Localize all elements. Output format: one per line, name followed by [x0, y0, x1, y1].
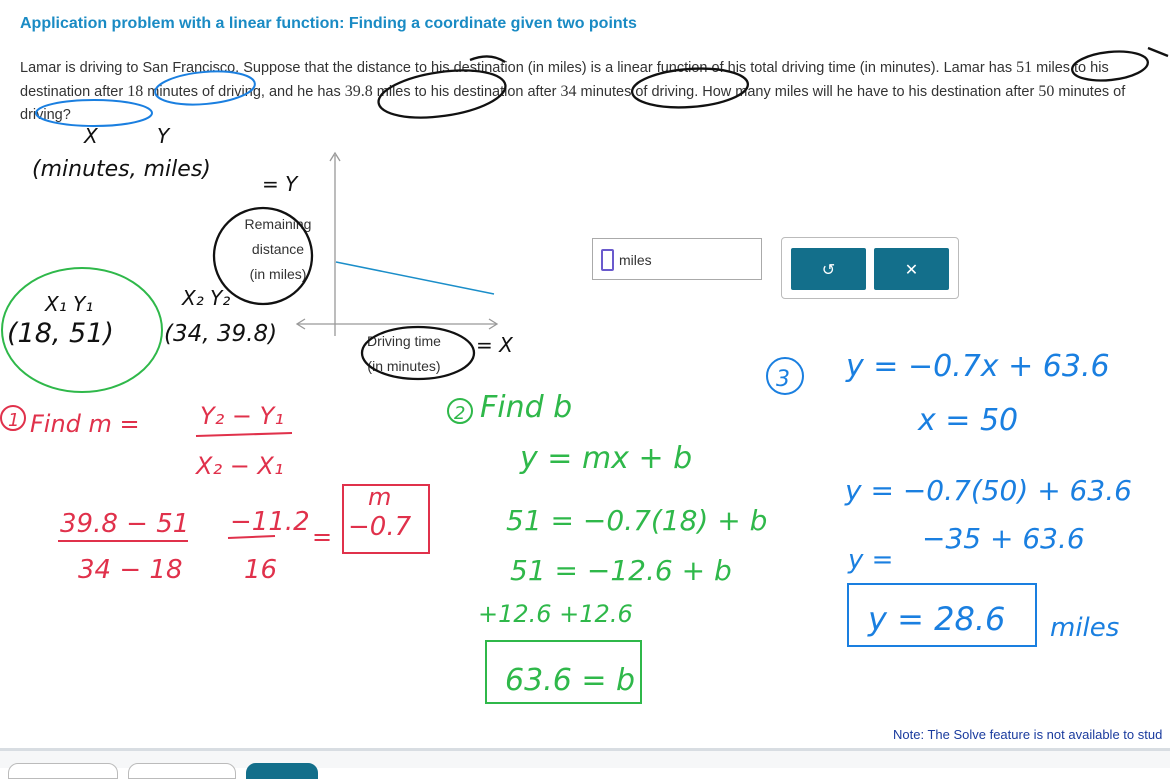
x2y2-label: X₂ Y₂: [182, 286, 231, 310]
answer-box-ink: [848, 584, 1036, 646]
point1-label: (18, 51): [7, 318, 114, 349]
solution-line1: y = −0.7x + 63.6: [846, 349, 1110, 384]
calc2-denominator: 16: [244, 555, 278, 585]
solution-line4: −35 + 63.6: [922, 522, 1085, 555]
answer-input[interactable]: [601, 249, 614, 271]
answer-box: [592, 238, 762, 280]
b-box: [486, 641, 641, 703]
slope-denominator: X₂ − X₁: [196, 452, 284, 480]
undo-icon: ↺: [821, 259, 836, 279]
eq-y-label: = Y: [262, 172, 298, 196]
svg-text:=: =: [312, 523, 333, 551]
clear-button[interactable]: [874, 248, 949, 290]
svg-text:3: 3: [776, 367, 790, 392]
bottom-toolbar: [0, 748, 1170, 768]
y-axis-label: Remaining distance (in miles): [244, 216, 312, 282]
b-step3: 51 = −12.6 + b: [510, 554, 732, 587]
answer-unit: miles: [619, 252, 652, 268]
svg-text:2: 2: [454, 403, 466, 424]
calc2-numerator: −11.2: [230, 507, 310, 537]
page-title: Application problem with a linear function: Finding a coordinate given two points: [20, 15, 637, 32]
units-note: (minutes, miles): [32, 157, 211, 182]
step1-marker: [1, 406, 25, 430]
bottom-button-1[interactable]: [8, 763, 118, 779]
x-axis-label: Driving time (in minutes): [367, 333, 441, 374]
eq-x-label: = X: [476, 333, 513, 357]
solution-line5: y = 28.6: [868, 600, 1006, 638]
solution-line3: y = −0.7(50) + 63.6: [845, 474, 1132, 507]
b-step2: 51 = −0.7(18) + b: [506, 504, 768, 537]
svg-text:1: 1: [8, 410, 20, 431]
calc-numerator: 39.8 − 51: [60, 509, 190, 539]
point2-label: (34, 39.8): [164, 321, 278, 347]
b-step1: y = mx + b: [520, 441, 693, 476]
slope-numerator: Y₂ − Y₁: [200, 402, 284, 430]
solution-line4-pre: y =: [848, 545, 894, 575]
m-label: m: [368, 483, 392, 511]
b-result: 63.6 = b: [505, 663, 636, 698]
solution-unit: miles: [1050, 613, 1120, 643]
m-box: [343, 485, 429, 553]
undo-button[interactable]: [791, 248, 866, 290]
m-value: −0.7: [348, 512, 412, 542]
calc-denominator: 34 − 18: [78, 555, 183, 585]
bottom-button-2[interactable]: [128, 763, 236, 779]
y-over-label: Y: [157, 124, 170, 148]
find-b: Find b: [480, 390, 573, 425]
solution-line2: x = 50: [918, 403, 1019, 438]
bottom-button-3[interactable]: [246, 763, 318, 779]
x1y1-label: X₁ Y₁: [45, 292, 94, 316]
x-over-label: X: [84, 124, 98, 148]
b-step4: +12.6 +12.6: [478, 600, 633, 628]
close-icon: ✕: [904, 259, 919, 279]
tool-panel: [781, 237, 959, 299]
step3-marker: [767, 358, 803, 394]
circle-point1: [2, 268, 162, 392]
graph-line: [336, 262, 494, 294]
solve-note: Note: The Solve feature is not available to stud: [893, 727, 1163, 742]
step2-marker: [448, 399, 472, 423]
find-m: Find m =: [30, 410, 140, 438]
problem-text: Lamar is driving to San Francisco. Suppose that the distance to his destination (in miles) is a linear function of his total driving time (in minutes). Lamar has 51 miles to his destination after 18 minutes of driving, and he has 39.8 miles to his destination after 34 minutes of driving. How many miles will he have to his destination after 50 minutes of driving?: [20, 59, 1126, 123]
